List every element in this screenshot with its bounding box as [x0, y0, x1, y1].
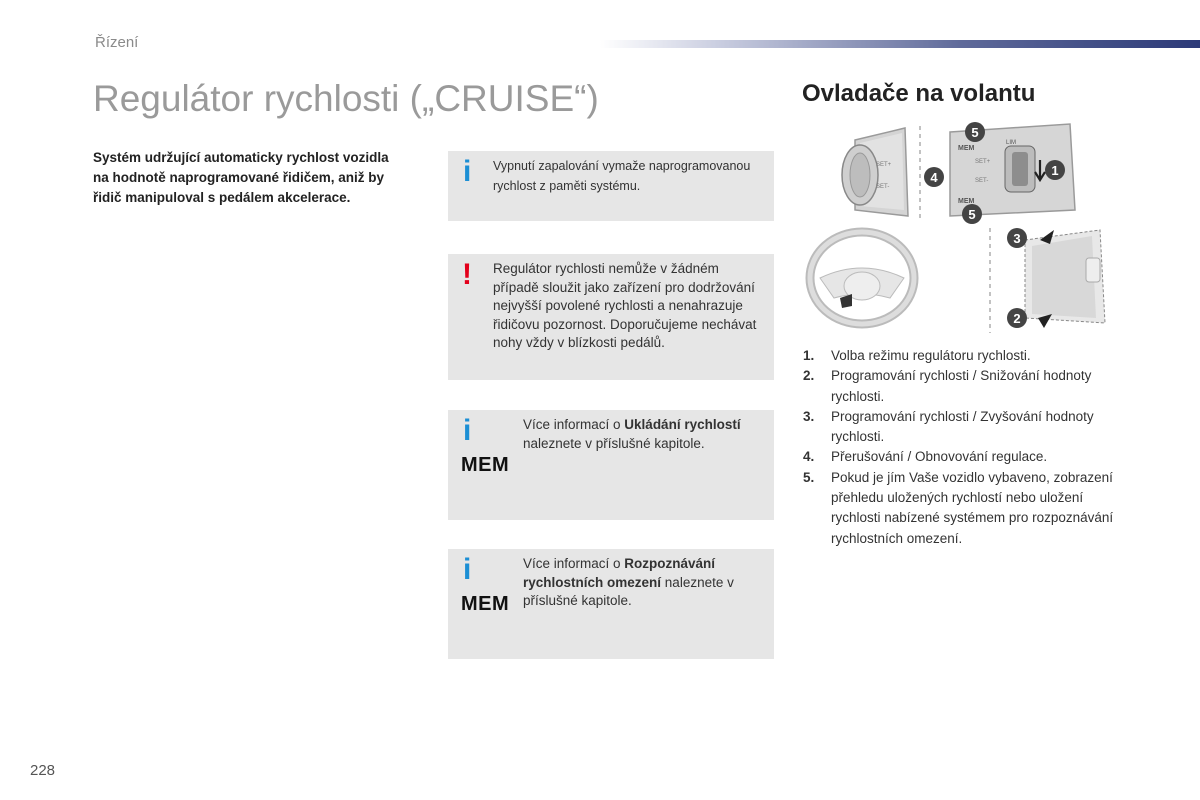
warning-box — [448, 254, 774, 380]
controls-title: Ovladače na volantu — [802, 80, 1036, 107]
cruise-stalk-illustration — [842, 128, 908, 216]
svg-text:3: 3 — [1013, 231, 1021, 246]
section-label: Řízení — [95, 34, 139, 51]
info-box-text: Vypnutí zapalování vymaže naprogramovanou rychlost z paměti systému. — [493, 159, 751, 193]
svg-text:4: 4 — [930, 170, 938, 185]
svg-text:SET-: SET- — [876, 184, 890, 190]
list-item: 1. Volba režimu regulátoru rychlosti. — [803, 348, 1031, 363]
list-item: 2. Programování rychlosti / Snižování hodnoty rychlosti. — [803, 368, 1092, 404]
page-number: 228 — [30, 762, 56, 779]
mem-icon: MEM — [461, 593, 510, 615]
info-box-text: Více informací o Ukládání rychlostí naleznete v příslušné kapitole. — [523, 417, 741, 451]
list-item: 3. Programování rychlosti / Zvyšování hodnoty rychlosti. — [803, 408, 1094, 445]
set-plus-label: SET+ — [975, 159, 991, 165]
info-icon: i — [463, 155, 472, 188]
list-item: 5. Pokud je jím Vaše vozidlo vybaveno, zobrazení přehledu uložených rychlostí nebo uložení rychlosti nabízené systémem pro rozpoznávání rychlostních omezení. — [803, 469, 1114, 546]
info-box-text: Více informací o Rozpoznávání rychlostních omezení naleznete v příslušné kapitole. — [523, 556, 734, 608]
set-minus-label: SET- — [975, 178, 989, 184]
warning-icon: ! — [462, 258, 472, 291]
callout-4 — [924, 167, 944, 187]
svg-text:1: 1 — [1051, 163, 1059, 178]
list-item: 4. Přerušování / Obnovování regulace. — [803, 449, 1048, 465]
steering-wheel-controls-illustration — [800, 118, 1140, 338]
intro-text: Systém udržující automaticky rychlost vozidla na hodnotě naprogramované řidičem, aniž by řidič manipuloval s pedálem akcelerace. — [93, 150, 389, 205]
svg-text:5: 5 — [968, 207, 976, 222]
callout-5-top — [965, 122, 985, 142]
rear-stalk-illustration — [1025, 230, 1105, 328]
controls-list — [803, 346, 1133, 549]
mem-label: MEM — [958, 145, 975, 152]
lim-label: LIM — [1006, 140, 1017, 146]
info-icon: i — [463, 414, 472, 447]
callout-3 — [1007, 228, 1027, 248]
mem-label: MEM — [958, 198, 975, 205]
svg-text:2: 2 — [1013, 311, 1021, 326]
warning-box-text: Regulátor rychlosti nemůže v žádném případě sloužit jako zařízení pro dodržování nejvyšší povolené rychlosti a nenahrazuje řidičovu pozornost. Doporučujeme nechávat nohy vždy v blízkosti pedálů. — [493, 261, 757, 350]
info-box-speed-limit-recognition — [448, 549, 774, 659]
svg-text:5: 5 — [971, 125, 979, 140]
steering-wheel-illustration — [810, 232, 914, 324]
info-box-saving-speeds — [448, 410, 774, 520]
info-box-ignition — [448, 151, 774, 221]
info-icon: i — [463, 553, 472, 586]
header-bar — [600, 40, 1200, 48]
callout-2 — [1007, 308, 1027, 328]
svg-text:SET+: SET+ — [876, 162, 892, 168]
mem-icon: MEM — [461, 454, 510, 476]
page-title: Regulátor rychlosti („CRUISE“) — [93, 78, 599, 119]
callout-1 — [1045, 160, 1065, 180]
callout-5-bottom — [962, 204, 982, 224]
